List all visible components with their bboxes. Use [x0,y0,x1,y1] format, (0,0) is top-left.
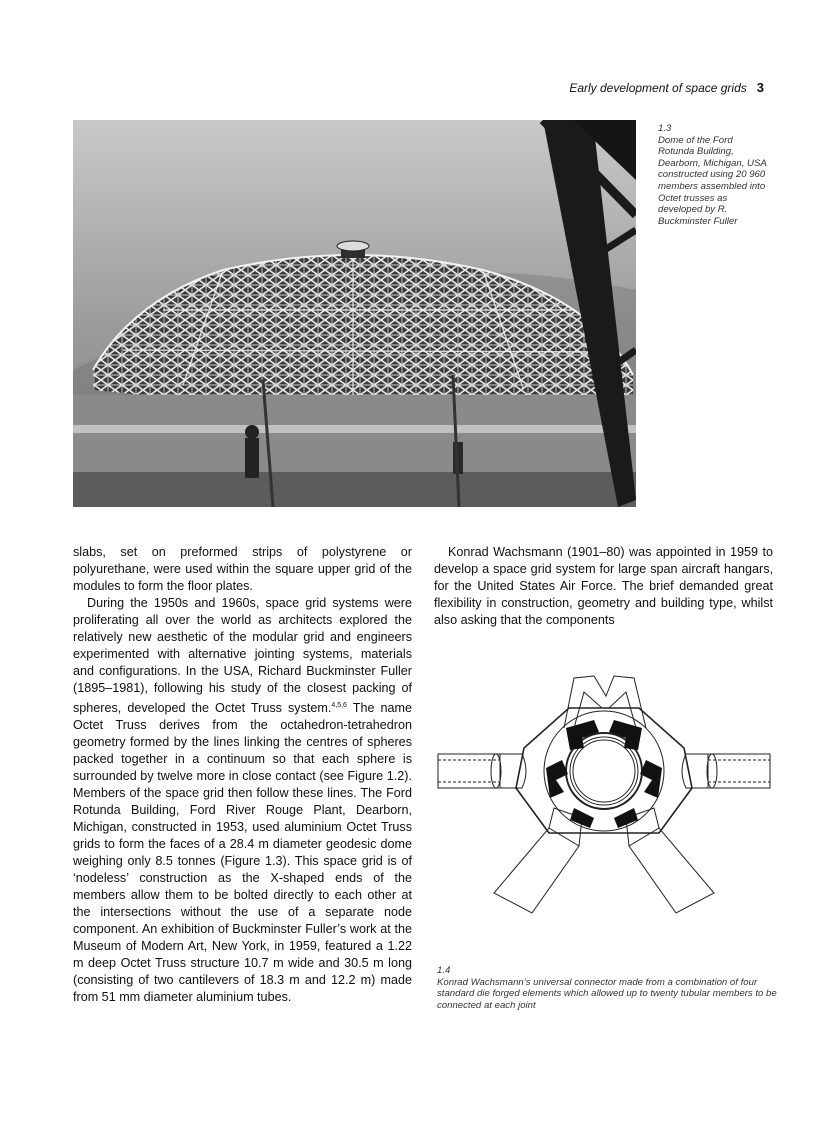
left-paragraph-1: slabs, set on preformed strips of polystyrene or polyurethane, were used within the square upper grid of the modules to form the floor plates. [73,545,412,593]
connector-drawing [434,668,774,960]
left-paragraph-2-part-1: During the 1950s and 1960s, space grid systems were proliferating all over the world as architects explored the relatively new aesthetic of the modular grid and engineers experimented with alternative jointing systems, materials and configurations. In the USA, Richard Buckminster Fuller (1895–1981), following his study of the closest packing of spheres, developed the Octet Truss system. [73,596,412,716]
figure-1-3-number: 1.3 [658,123,672,134]
right-text-column [434,544,773,629]
figure-1-3-text: Dome of the Ford Rotunda Building, Dearborn, Michigan, USA constructed using 20 960 members assembled into Octet trusses as developed by R. Buckminster Fuller [658,134,767,227]
left-text-column [73,544,412,1006]
running-title: Early development of space grids [569,81,747,95]
footnote-reference: 4,5,6 [331,702,347,709]
left-paragraph-2-part-2: The name Octet Truss derives from the octahedron-tetrahedron geometry formed by the lines linking the centres of spheres packed together in a continuum so that each sphere is surrounded by twelve more in close contact (see Figure 1.2). Members of the space grid then follow these lines. The Ford Rotunda Building, Ford River Rouge Plant, Dearborn, Michigan, constructed in 1953, used aluminium Octet Truss grids to form the faces of a 28.4 m diameter geodesic dome weighing only 8.5 tonnes (Figure 1.3). This space grid is of ‘nodeless’ construction as the X-shaped ends of the members allow them to be bolted directly to each other at the intersections without the use of a separate node component. An exhibition of Buckminster Fuller’s work at the Museum of Modern Art, New York, in 1959, featured a 1.22 m deep Octet Truss structure 10.7 m wide and 30.5 m long (consisting of two cantilevers of 18.3 m and 12.2 m) made from 51 mm diameter aluminium tubes. [73,701,412,1005]
running-header [569,80,764,95]
figure-1-4-number: 1.4 [437,965,451,976]
left-paragraph-2 [73,595,412,1006]
page-number: 3 [756,80,764,95]
right-paragraph-1: Konrad Wachsmann (1901–80) was appointed in 1959 to develop a space grid system for large span aircraft hangars, for the United States Air Force. The brief demanded great flexibility in construction, geometry and building type, whilst also asking that the components [434,545,773,627]
dome-photograph [73,120,636,507]
figure-1-3-caption [658,123,770,227]
universal-connector-illustration [434,668,774,960]
figure-1-4-text: Konrad Wachsmann’s universal connector made from a combination of four standard die forged elements which allowed up to twenty tubular members to be connected at each joint [437,976,777,1011]
dome-photo-illustration [73,120,636,507]
figure-1-4-caption [437,965,777,1011]
